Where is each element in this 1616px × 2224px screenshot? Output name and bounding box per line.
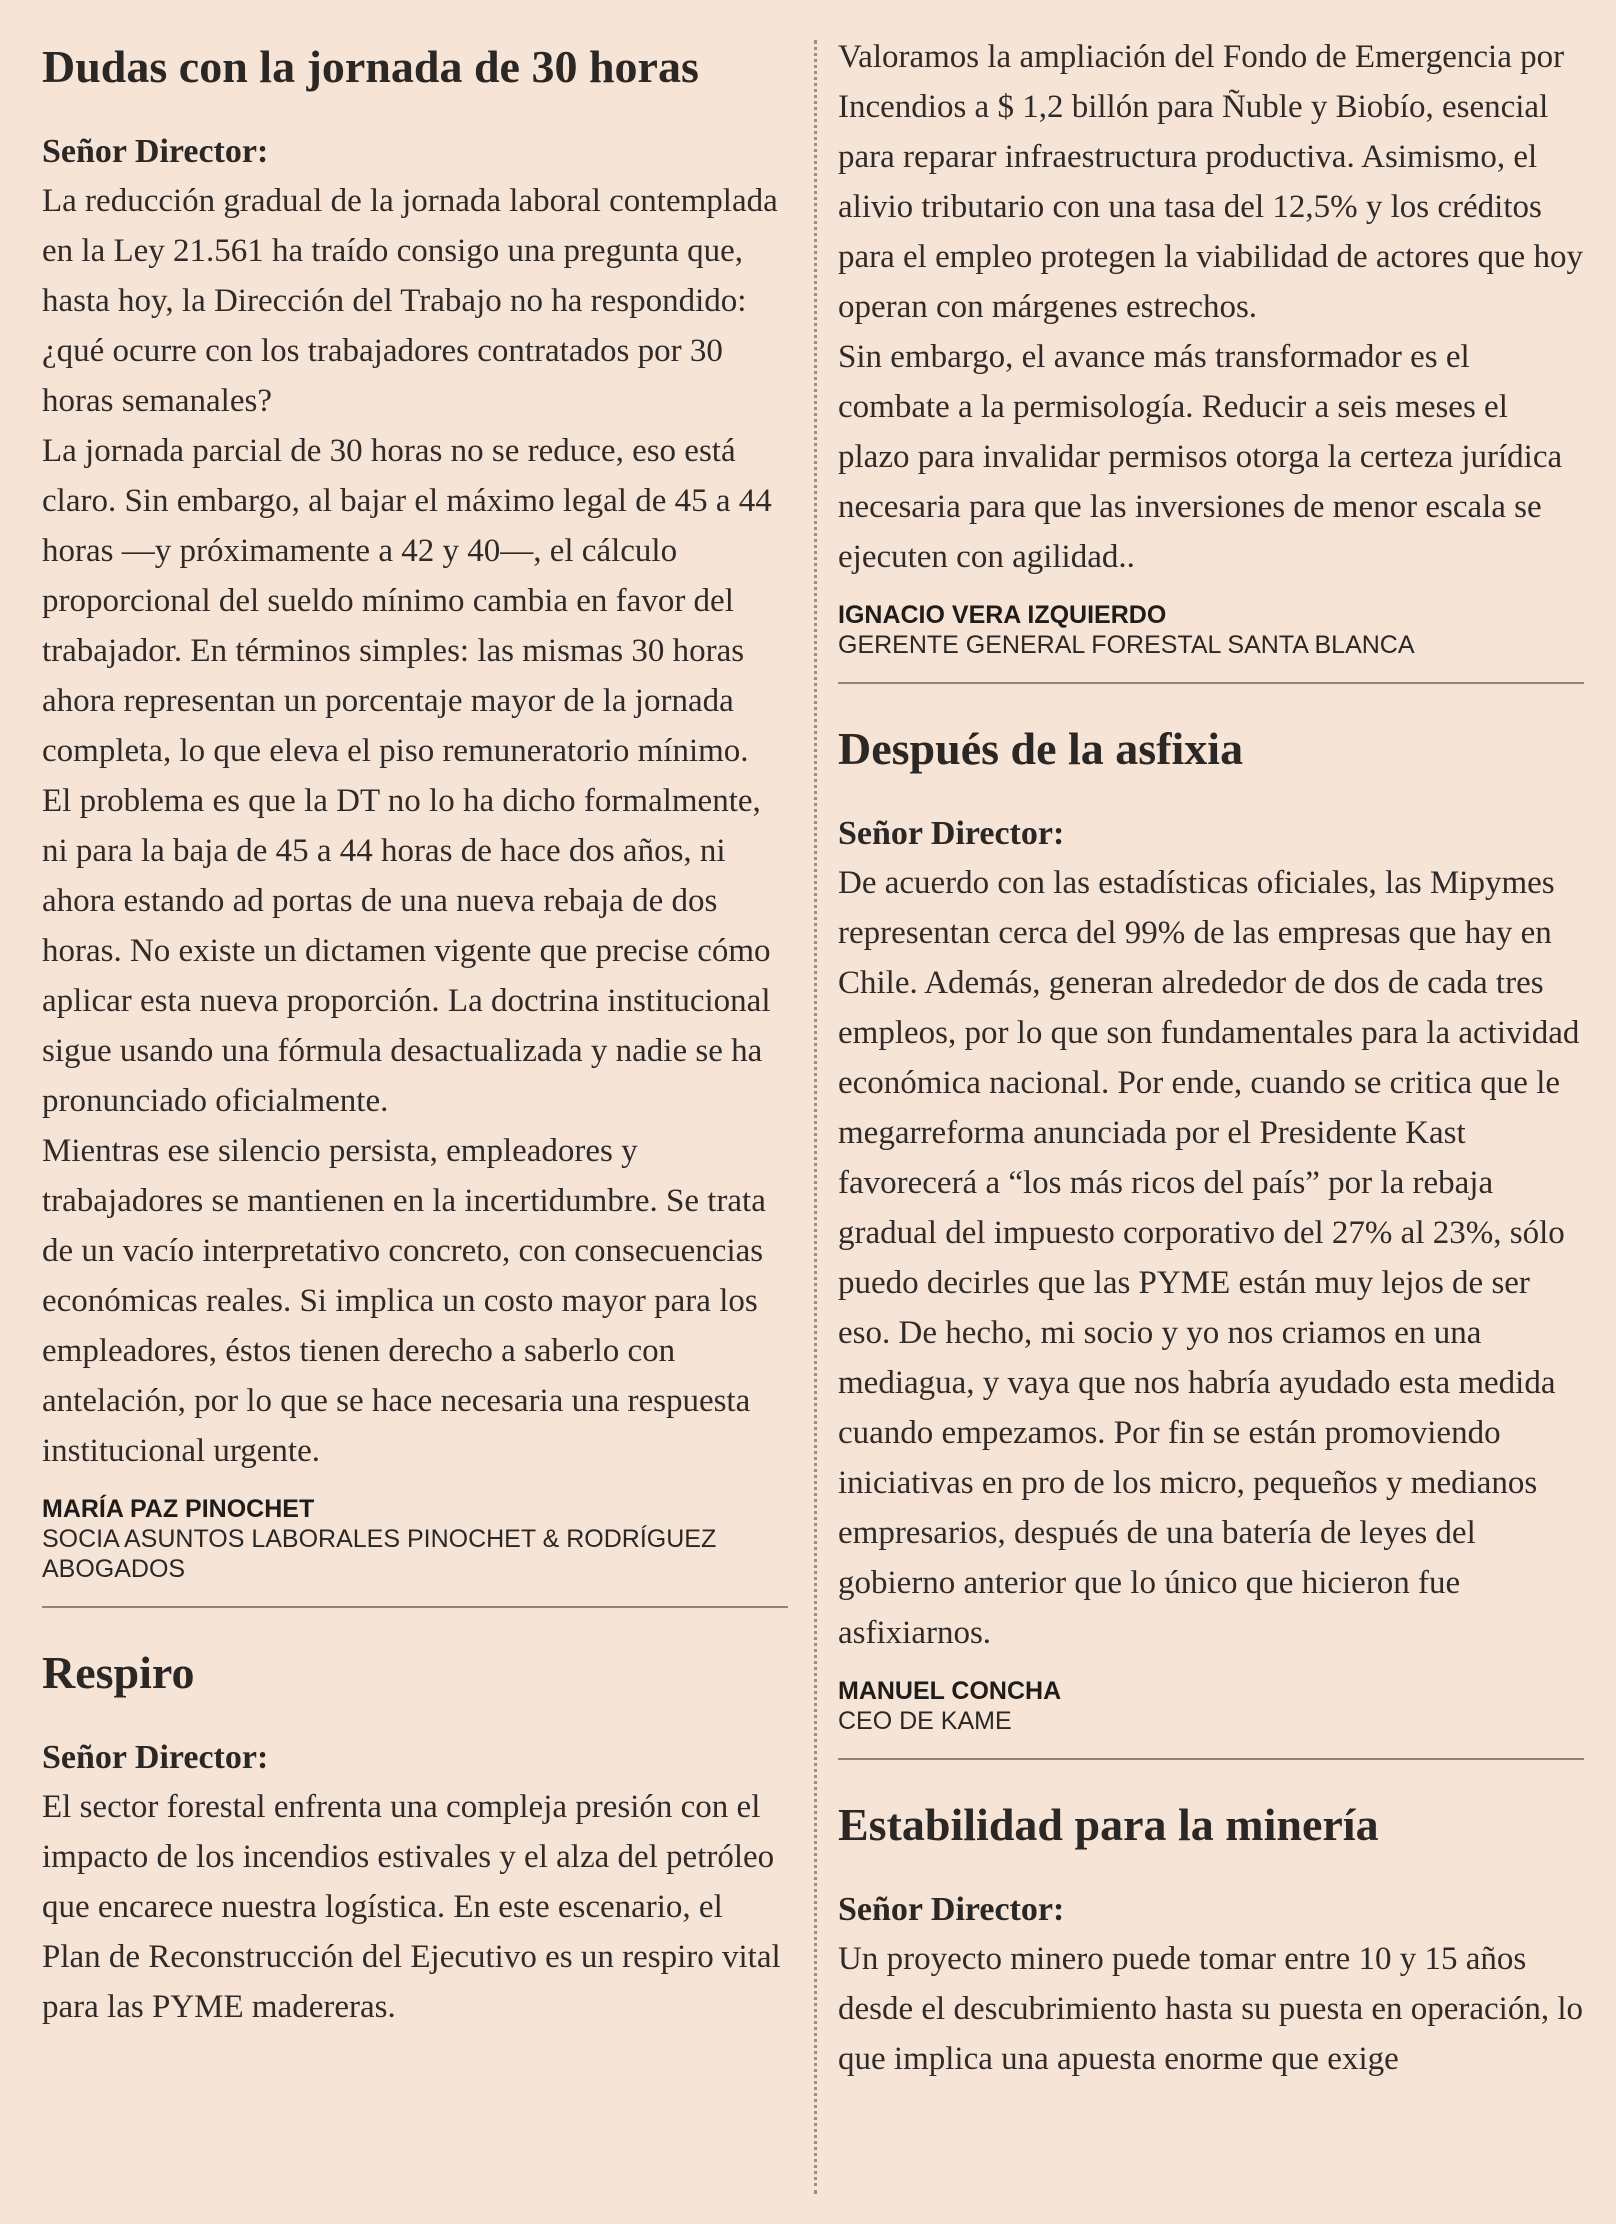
letter-paragraph: El sector forestal enfrenta una compleja presión con el impacto de los incendios estivales y el alza del petróleo que encarece nuestra logística. En este escenario, el Plan de Reconstrucción del Ejecutivo es un respiro vital para las PYME madereras.: [42, 1789, 781, 2025]
letter-paragraph: La reducción gradual de la jornada laboral contemplada en la Ley 21.561 ha traído consigo una pregunta que, hasta hoy, la Dirección del Trabajo no ha respondido: ¿qué ocurre con los trabajadores contratados por 30 horas semanales?: [42, 183, 778, 419]
letter-signature: [42, 1494, 788, 1584]
letter-paragraph: El problema es que la DT no lo ha dicho formalmente, ni para la baja de 45 a 44 horas de hace dos años, ni ahora estando ad portas de una nueva rebaja de dos horas. No existe un dictamen vigente que precise cómo aplicar esta nueva proporción. La doctrina institucional sigue usando una fórmula desactualizada y nadie se ha pronunciado oficialmente.: [42, 783, 771, 1119]
author-role: CEO DE KAME: [838, 1707, 1012, 1735]
letter-salutation: Señor Director:: [838, 815, 1065, 852]
letter-paragraph: Sin embargo, el avance más transformador es el combate a la permisología. Reducir a seis meses el plazo para invalidar permisos otorga la certeza jurídica necesaria para que las inversiones de menor escala se ejecuten con agilidad..: [838, 339, 1563, 575]
letter-divider: [838, 682, 1584, 684]
letter-jornada-30-horas: [42, 36, 788, 1584]
letter-salutation: Señor Director:: [838, 1891, 1065, 1928]
letter-divider: [42, 1606, 788, 1608]
letter-signature: [838, 1676, 1584, 1736]
letter-salutation: Señor Director:: [42, 1739, 269, 1776]
letter-divider: [838, 1758, 1584, 1760]
author-role: GERENTE GENERAL FORESTAL SANTA BLANCA: [838, 631, 1415, 659]
letter-headline: Después de la asfixia: [838, 723, 1244, 774]
letter-paragraph: De acuerdo con las estadísticas oficiales, las Mipymes representan cerca del 99% de las empresas que hay en Chile. Además, generan alrededor de dos de cada tres empleos, por lo que son fundamentales para la actividad económica nacional. Por ende, cuando se critica que le megarreforma anunciada por el Presidente Kast favorecerá a “los más ricos del país” por la rebaja gradual del impuesto corporativo del 27% al 23%, sólo puedo decirles que las PYME están muy lejos de ser eso. De hecho, mi socio y yo nos criamos en una mediagua, y vaya que nos habría ayudado esta medida cuando empezamos. Por fin se están promoviendo iniciativas en pro de los micro, pequeños y medianos empresarios, después de una batería de leyes del gobierno anterior que lo único que hicieron fue asfixiarnos.: [838, 865, 1580, 1651]
letter-paragraph: Un proyecto minero puede tomar entre 10 y 15 años desde el descubrimiento hasta su puesta en operación, lo que implica una apuesta enorme que exige: [838, 1941, 1584, 2077]
author-name: IGNACIO VERA IZQUIERDO: [838, 601, 1167, 629]
letter-headline: Respiro: [42, 1647, 195, 1698]
column-separator: [814, 40, 817, 2194]
letter-paragraph: Mientras ese silencio persista, empleadores y trabajadores se mantienen en la incertidumbre. Se trata de un vacío interpretativo concreto, con consecuencias económicas reales. Si implica un costo mayor para los empleadores, éstos tienen derecho a saberlo con antelación, por lo que se hace necesaria una respuesta institucional urgente.: [42, 1133, 766, 1469]
letter-headline: Estabilidad para la minería: [838, 1799, 1379, 1850]
letter-respiro: [42, 1642, 788, 2032]
left-column: [42, 32, 788, 2224]
right-column: [838, 32, 1584, 2224]
author-role: SOCIA ASUNTOS LABORALES PINOCHET & RODRÍGUEZ ABOGADOS: [42, 1525, 717, 1583]
letter-estabilidad-mineria: [838, 1794, 1584, 2084]
letter-paragraph: Valoramos la ampliación del Fondo de Emergencia por Incendios a $ 1,2 billón para Ñuble y Biobío, esencial para reparar infraestructura productiva. Asimismo, el alivio tributario con una tasa del 12,5% y los créditos para el empleo protegen la viabilidad de actores que hoy operan con márgenes estrechos.: [838, 39, 1583, 325]
letter-paragraph: La jornada parcial de 30 horas no se reduce, eso está claro. Sin embargo, al bajar el máximo legal de 45 a 44 horas —y próximamente a 42 y 40—, el cálculo proporcional del sueldo mínimo cambia en favor del trabajador. En términos simples: las mismas 30 horas ahora representan un porcentaje mayor de la jornada completa, lo que eleva el piso remuneratorio mínimo.: [42, 433, 772, 769]
author-name: MARÍA PAZ PINOCHET: [42, 1495, 315, 1523]
letter-headline: Dudas con la jornada de 30 horas: [42, 41, 699, 92]
letter-respiro-continued: [838, 32, 1584, 660]
author-name: MANUEL CONCHA: [838, 1677, 1062, 1705]
letter-despues-asfixia: [838, 718, 1584, 1736]
letter-signature: [838, 600, 1584, 660]
letter-salutation: Señor Director:: [42, 133, 269, 170]
